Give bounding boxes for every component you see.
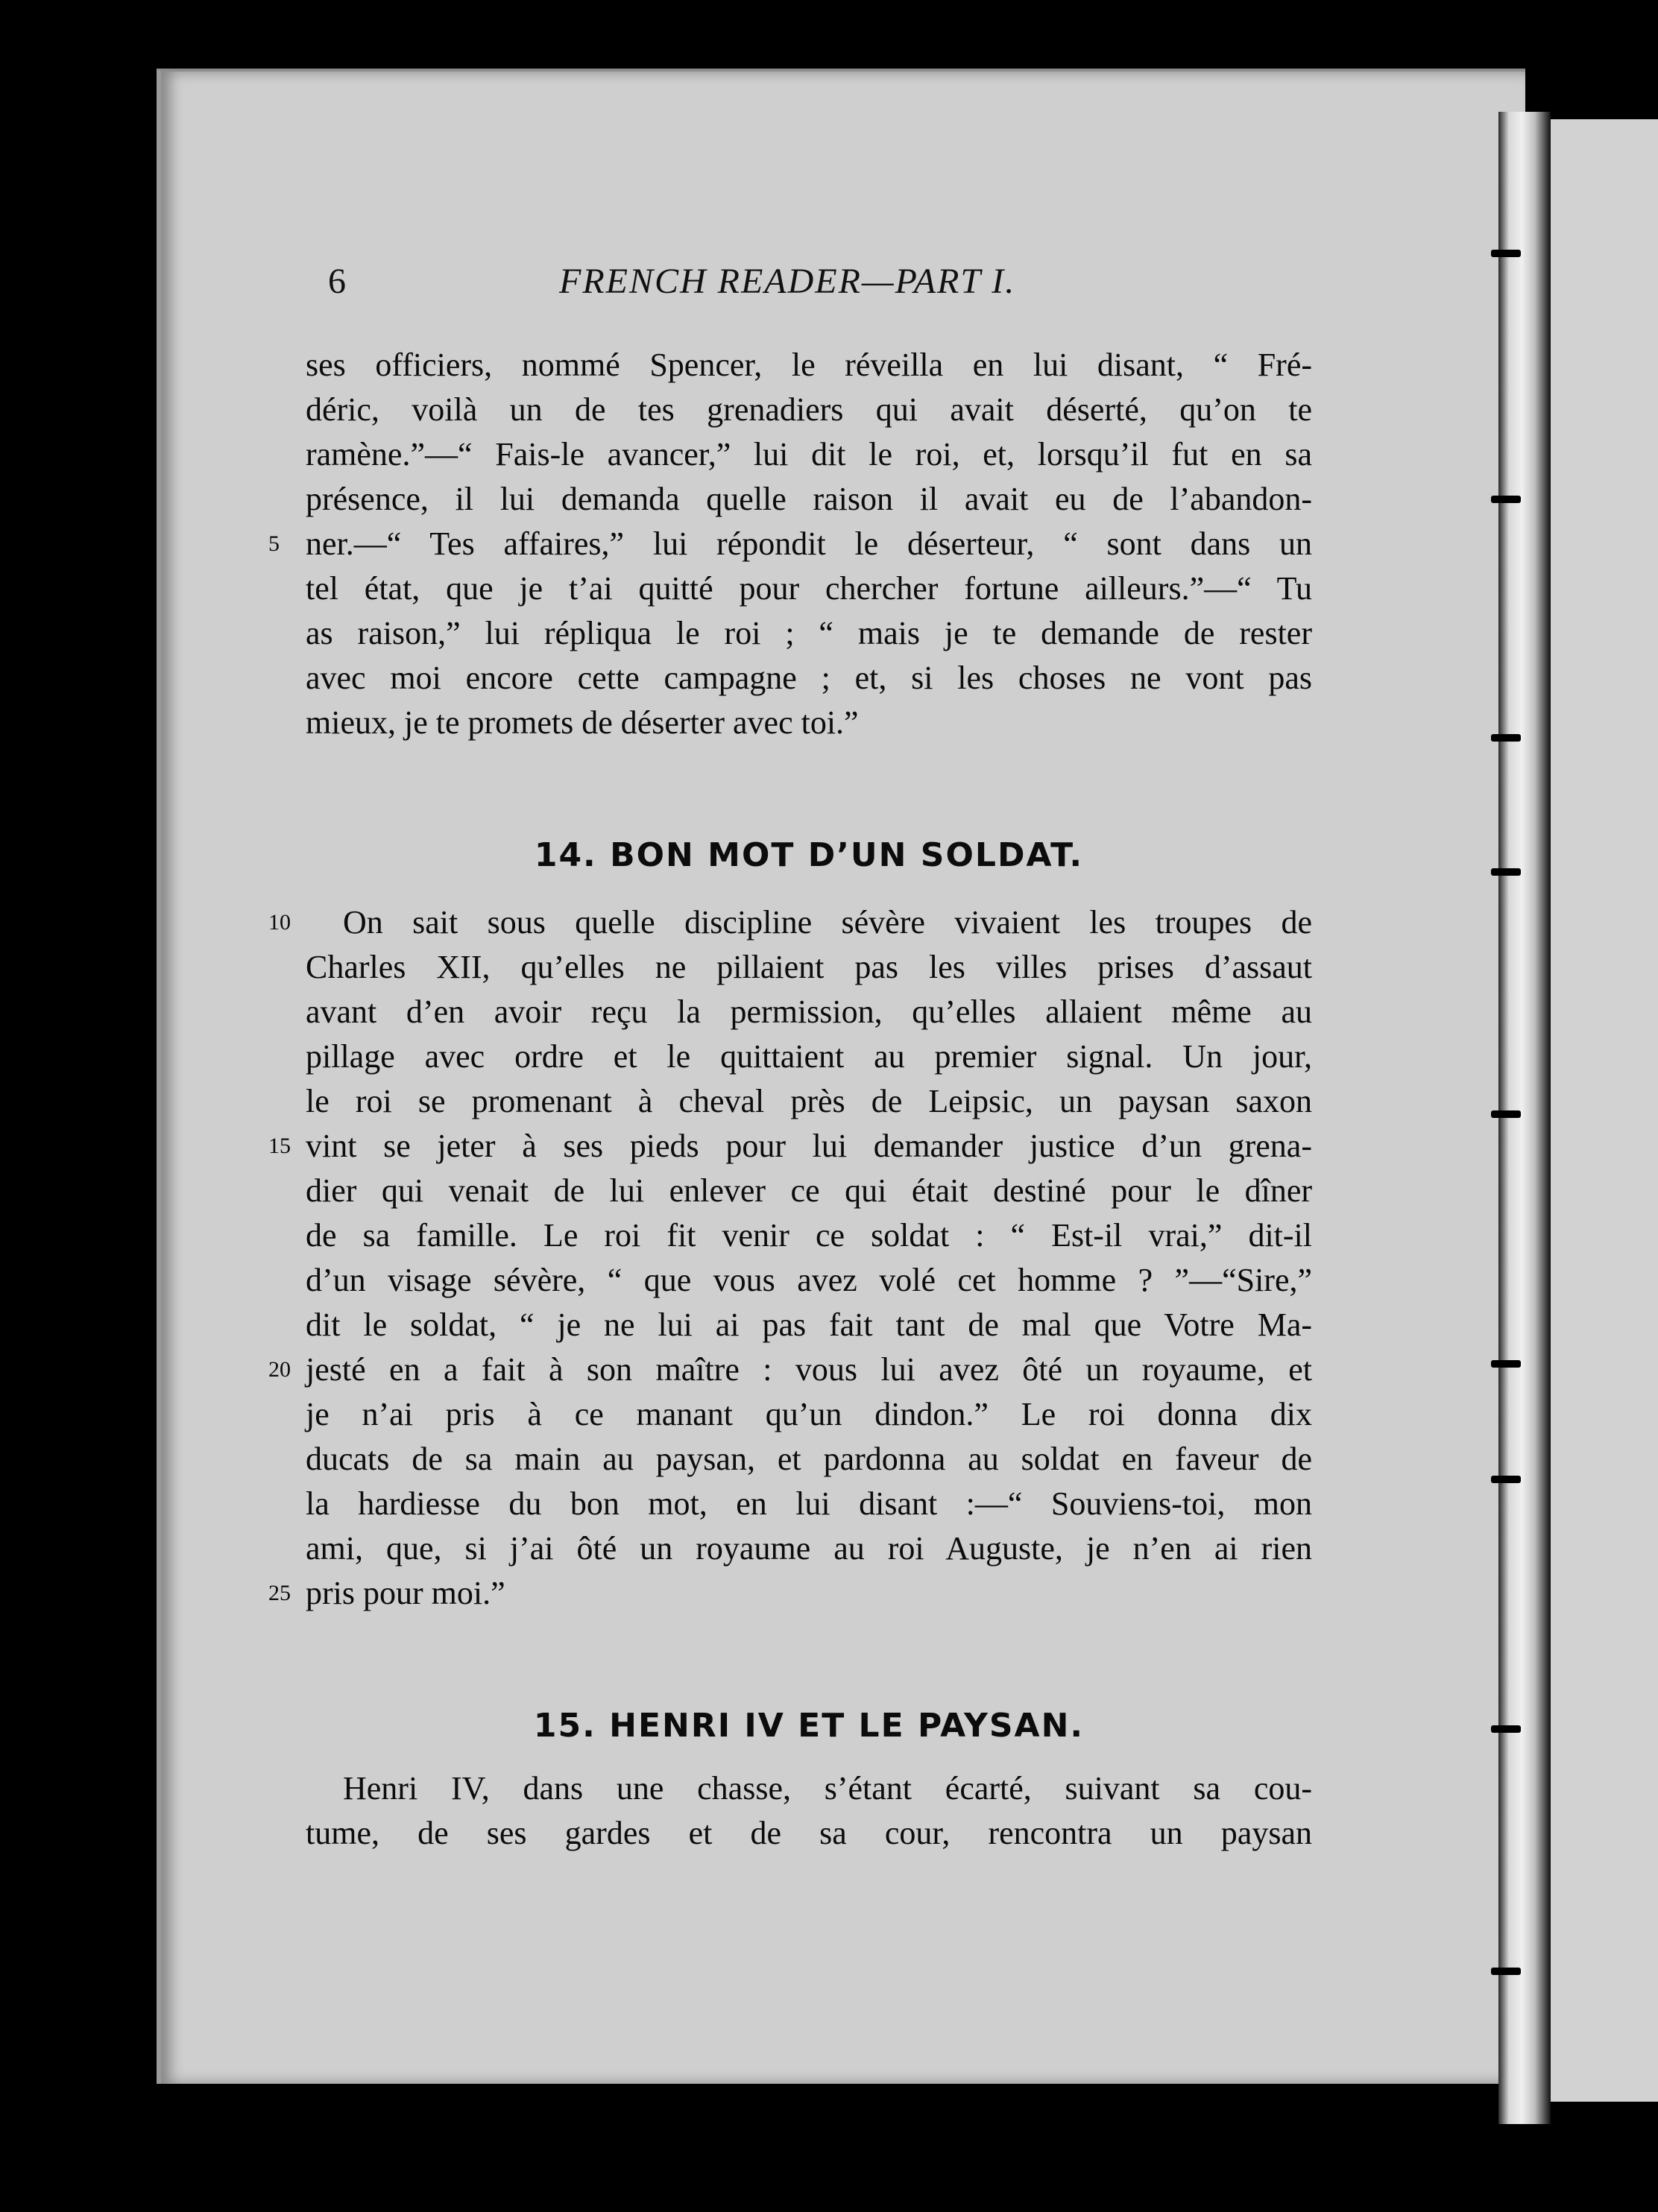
text-line: de sa famille. Le roi fit venir ce soldat : “ Est-il vrai,” dit-il — [306, 1217, 1312, 1254]
heading-15: 15. HENRI IV ET LE PAYSAN. — [533, 1707, 1085, 1745]
text-line: ami, que, si j’ai ôté un royaume au roi Auguste, je n’en ai rien — [306, 1530, 1312, 1567]
text-line: Charles XII, qu’elles ne pillaient pas les villes prises d’assaut — [306, 949, 1312, 985]
text-line: ramène.”—“ Fais-le avancer,” lui dit le roi, et, lorsqu’il fut en sa — [306, 436, 1312, 473]
text-line: tume, de ses gardes et de sa cour, rencontra un paysan — [306, 1815, 1312, 1851]
binding-stitch — [1491, 1968, 1521, 1975]
binding-stitch — [1491, 734, 1521, 742]
binding-stitch — [1491, 868, 1521, 876]
binding-stitch — [1491, 250, 1521, 257]
line-number: 10 — [268, 910, 291, 935]
text-line: pris pour moi.” 25 — [306, 1571, 1312, 1616]
text-line: pillage avec ordre et le quittaient au premier signal. Un jour, — [306, 1038, 1312, 1075]
page-number: 6 — [328, 262, 346, 301]
binding-stitch — [1491, 1360, 1521, 1368]
text-line: ses officiers, nommé Spencer, le réveilla en lui disant, “ Fré- — [306, 347, 1312, 383]
text-line: je n’ai pris à ce manant qu’un dindon.” Le roi donna dix — [306, 1396, 1312, 1432]
text-line: la hardiesse du bon mot, en lui disant :—“ Souviens-toi, mon — [306, 1485, 1312, 1522]
text-line: dit le soldat, “ je ne lui ai pas fait tant de mal que Votre Ma- — [306, 1306, 1312, 1343]
text-line: Henri IV, dans une chasse, s’étant écarté, suivant sa cou- — [343, 1770, 1312, 1807]
binding-stitch — [1491, 1110, 1521, 1118]
text-line: déric, voilà un de tes grenadiers qui avait déserté, qu’on te — [306, 391, 1312, 428]
text-line: jesté en a fait à son maître : vous lui avez ôté un royaume, et 20 — [306, 1347, 1312, 1392]
running-title: FRENCH READER—PART I. — [559, 262, 1016, 301]
text-line: ducats de sa main au paysan, et pardonna au soldat en faveur de — [306, 1441, 1312, 1477]
binding-stitch — [1491, 1476, 1521, 1483]
binding-stitch — [1491, 496, 1521, 503]
line-number: 5 — [268, 531, 280, 556]
section-1-text — [268, 343, 1312, 745]
book-binding — [1498, 112, 1551, 2124]
text-line: dier qui venait de lui enlever ce qui était destiné pour le dîner — [306, 1172, 1312, 1209]
text-line: tel état, que je t’ai quitté pour chercher fortune ailleurs.”—“ Tu — [306, 570, 1312, 607]
text-line: présence, il lui demanda quelle raison il avait eu de l’abandon- — [306, 481, 1312, 517]
text-line: ner.—“ Tes affaires,” lui répondit le déserteur, “ sont dans un 5 — [306, 522, 1312, 566]
facing-page-edge — [1551, 119, 1658, 2102]
section-15-text — [306, 1766, 1312, 1856]
line-number: 15 — [268, 1134, 291, 1158]
text-line: as raison,” lui répliqua le roi ; “ mais je te demande de rester — [306, 615, 1312, 651]
heading-14: 14. BON MOT D’UN SOLDAT. — [534, 836, 1084, 874]
section-14-text — [268, 900, 1312, 1616]
text-line: vint se jeter à ses pieds pour lui demander justice d’un grena- 15 — [306, 1124, 1312, 1169]
text-line: d’un visage sévère, “ que vous avez volé cet homme ? ”—“Sire,” — [306, 1262, 1312, 1298]
text-line: avec moi encore cette campagne ; et, si les choses ne vont pas — [306, 660, 1312, 696]
text-line: mieux, je te promets de déserter avec toi.” — [306, 704, 859, 741]
line-number: 25 — [268, 1581, 291, 1605]
text-line: le roi se promenant à cheval près de Leipsic, un paysan saxon — [306, 1083, 1312, 1119]
line-number: 20 — [268, 1357, 291, 1382]
text-line: avant d’en avoir reçu la permission, qu’elles allaient même au — [306, 993, 1312, 1030]
binding-stitch — [1491, 1725, 1521, 1733]
text-line: On sait sous quelle discipline sévère vivaient les troupes de 10 — [306, 900, 1312, 945]
